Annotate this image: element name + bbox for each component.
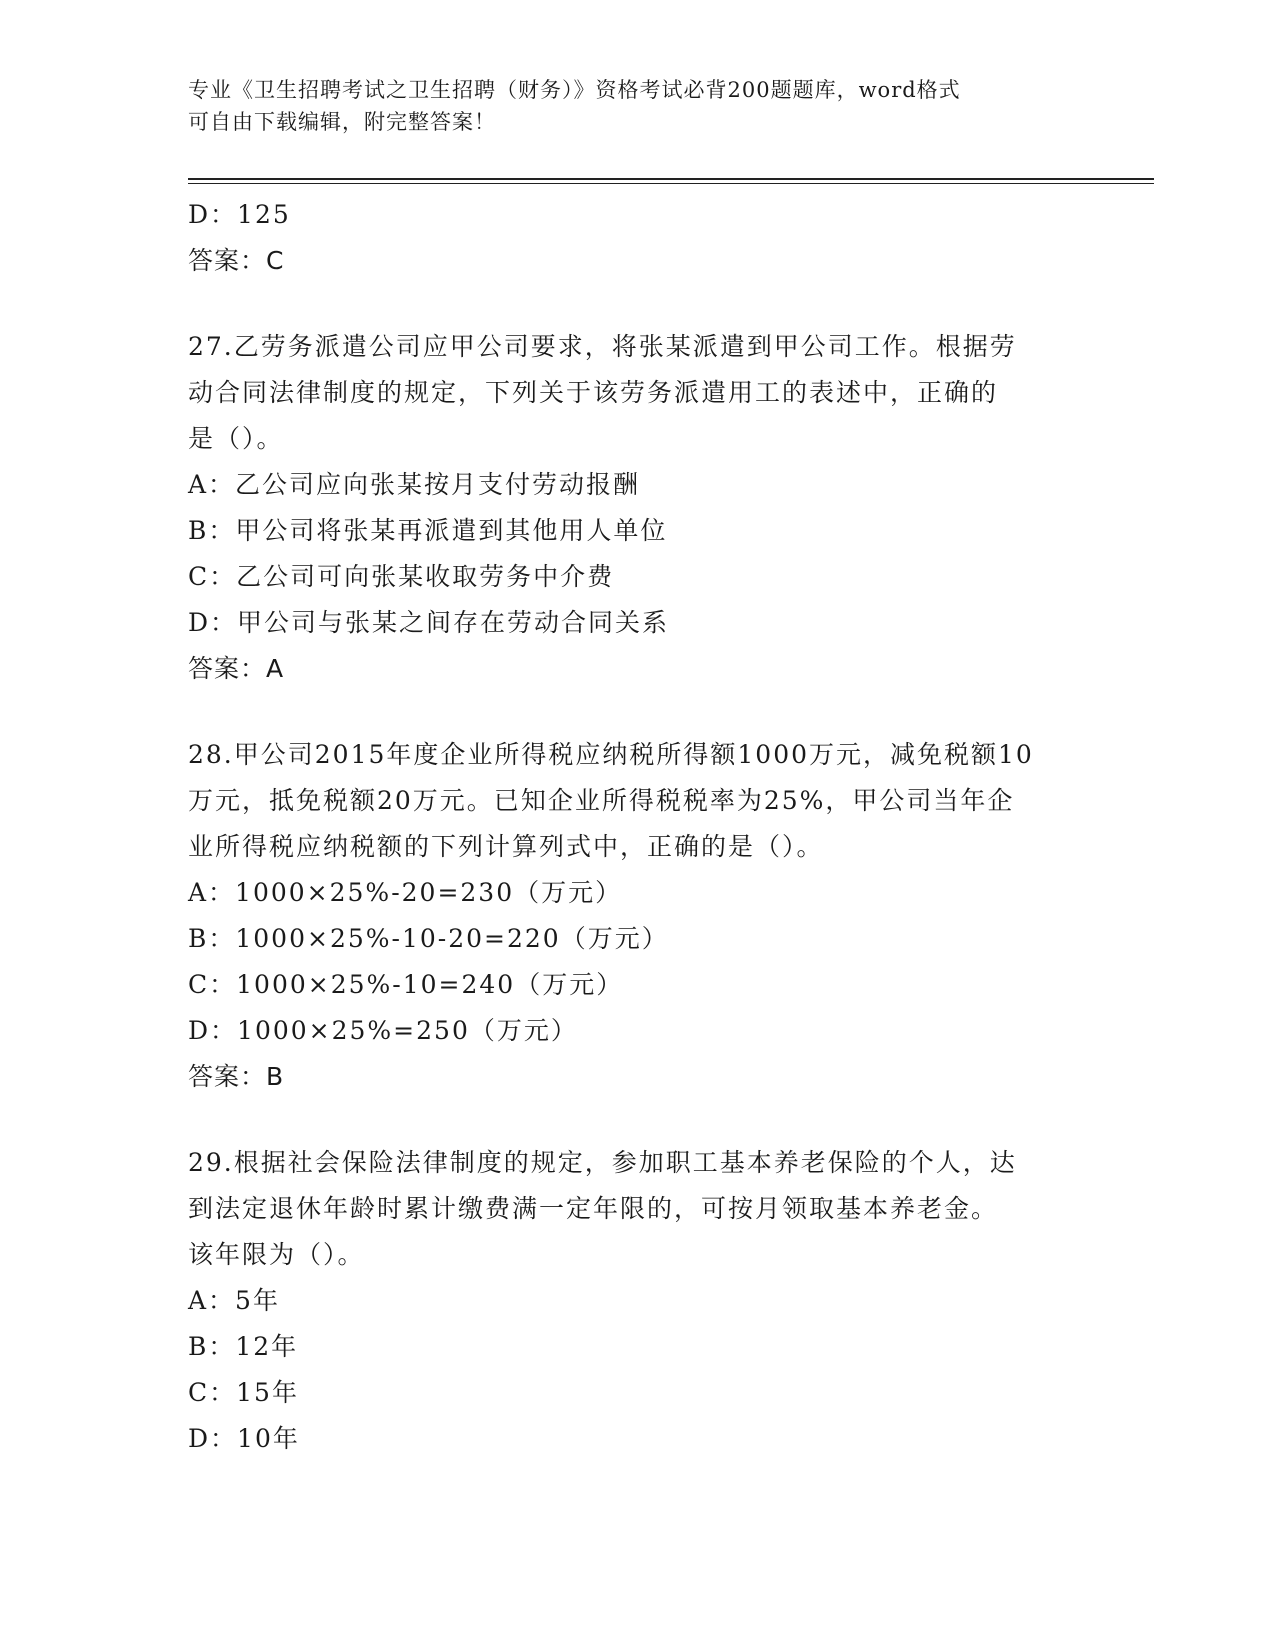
option-d: D：125 [188, 200, 291, 229]
option-a: A：1000×25%-20=230（万元） [188, 878, 623, 907]
option-b: B：12年 [188, 1332, 299, 1361]
stem-line: 28.甲公司2015年度企业所得税应纳税所得额1000万元，减免税额10 [188, 740, 1034, 769]
option-c: C：1000×25%-10=240（万元） [188, 970, 624, 999]
answer-line: 答案：B [188, 1062, 285, 1091]
question-27 [188, 324, 1088, 692]
option-b: B：1000×25%-10-20=220（万元） [188, 924, 669, 953]
stem-line: 业所得税应纳税额的下列计算列式中，正确的是（）。 [188, 832, 824, 861]
stem-line: 该年限为（）。 [188, 1240, 365, 1269]
question-stem [188, 732, 1068, 870]
option-c: C：乙公司可向张某收取劳务中介费 [188, 562, 615, 591]
question-29 [188, 1140, 1088, 1462]
question-list [188, 192, 1088, 1462]
option-a: A：5年 [188, 1286, 280, 1315]
stem-line: 是（）。 [188, 424, 284, 453]
answer-line: 答案：C [188, 246, 285, 275]
header-divider-thick [188, 178, 1154, 180]
option-a: A：乙公司应向张某按月支付劳动报酬 [188, 470, 641, 499]
document-header [188, 74, 1068, 138]
option-d: D：10年 [188, 1424, 300, 1453]
stem-line: 万元，抵免税额20万元。已知企业所得税税率为25%，甲公司当年企 [188, 786, 1015, 815]
stem-line: 27.乙劳务派遣公司应甲公司要求，将张某派遣到甲公司工作。根据劳 [188, 332, 1017, 361]
header-title-line-1: 专业《卫生招聘考试之卫生招聘（财务）》资格考试必背200题题库，word格式 [188, 78, 961, 102]
option-c: C：15年 [188, 1378, 299, 1407]
header-title-line-2: 可自由下载编辑，附完整答案！ [188, 110, 496, 134]
previous-question-tail [188, 192, 1088, 284]
option-b: B：甲公司将张某再派遣到其他用人单位 [188, 516, 668, 545]
option-d: D：甲公司与张某之间存在劳动合同关系 [188, 608, 670, 637]
question-stem [188, 324, 1068, 462]
question-28 [188, 732, 1088, 1100]
stem-line: 到法定退休年龄时累计缴费满一定年限的，可按月领取基本养老金。 [188, 1194, 999, 1223]
option-d: D：1000×25%=250（万元） [188, 1016, 578, 1045]
question-stem [188, 1140, 1068, 1278]
stem-line: 动合同法律制度的规定，下列关于该劳务派遣用工的表述中，正确的 [188, 378, 999, 407]
answer-line: 答案：A [188, 654, 285, 683]
stem-line: 29.根据社会保险法律制度的规定，参加职工基本养老保险的个人，达 [188, 1148, 1017, 1177]
header-divider-thin [188, 183, 1154, 184]
